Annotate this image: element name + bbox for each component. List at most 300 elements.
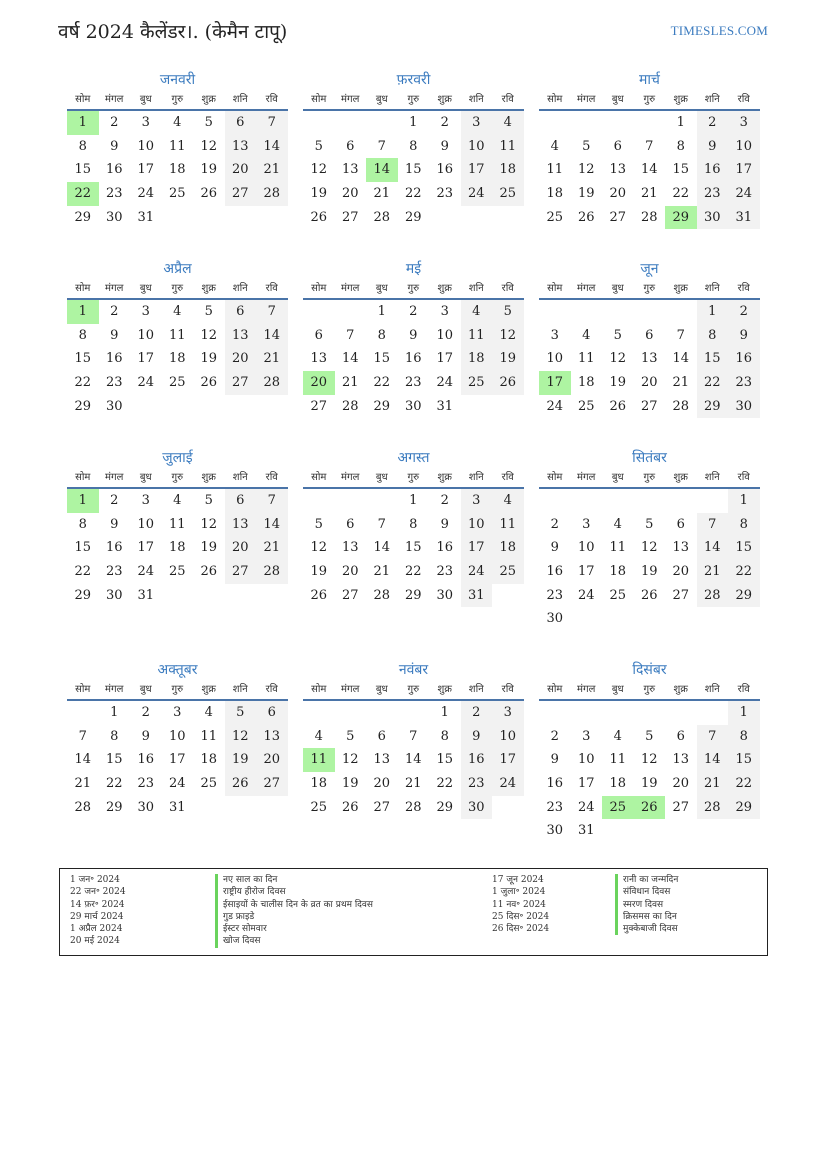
day-cell[interactable]: 23 xyxy=(105,186,123,202)
day-cell[interactable]: 9 xyxy=(440,516,449,532)
day-cell[interactable]: 17 xyxy=(436,351,454,367)
day-cell[interactable]: 3 xyxy=(141,493,150,508)
day-cell[interactable]: 13 xyxy=(225,135,257,159)
day-cell[interactable]: 11 xyxy=(609,540,627,556)
day-cell[interactable]: 8 xyxy=(728,725,760,749)
day-cell[interactable]: 13 xyxy=(256,725,288,749)
day-cell[interactable]: 5 xyxy=(314,138,323,154)
day-cell[interactable]: 10 xyxy=(577,752,595,768)
day-cell[interactable]: 3 xyxy=(550,327,559,343)
day-cell[interactable]: 25 xyxy=(492,182,524,206)
day-cell[interactable]: 1 xyxy=(67,300,99,324)
day-cell[interactable]: 11 xyxy=(546,162,564,178)
day-cell[interactable]: 15 xyxy=(728,748,760,772)
day-cell[interactable]: 11 xyxy=(200,728,218,744)
day-cell[interactable]: 17 xyxy=(577,564,595,580)
day-cell[interactable]: 29 xyxy=(436,799,454,815)
day-cell[interactable]: 12 xyxy=(341,752,359,768)
day-cell[interactable]: 29 xyxy=(74,209,92,225)
day-cell[interactable]: 22 xyxy=(404,186,422,202)
day-cell[interactable]: 27 xyxy=(672,799,690,815)
day-cell[interactable]: 27 xyxy=(310,398,328,414)
day-cell[interactable]: 30 xyxy=(105,398,123,414)
day-cell[interactable]: 1 xyxy=(110,705,119,720)
day-cell[interactable]: 20 xyxy=(373,776,391,792)
day-cell[interactable]: 15 xyxy=(404,540,422,556)
day-cell[interactable]: 1 xyxy=(728,489,760,513)
day-cell[interactable]: 1 xyxy=(67,111,99,135)
day-cell[interactable]: 18 xyxy=(461,347,493,371)
day-cell[interactable]: 6 xyxy=(225,300,257,324)
day-cell[interactable]: 16 xyxy=(546,564,564,580)
day-cell[interactable]: 25 xyxy=(492,560,524,584)
day-cell[interactable]: 2 xyxy=(697,111,729,135)
day-cell[interactable]: 9 xyxy=(697,135,729,159)
day-cell[interactable]: 27 xyxy=(256,772,288,796)
day-cell[interactable]: 9 xyxy=(409,327,418,343)
day-cell[interactable]: 8 xyxy=(440,728,449,744)
day-cell[interactable]: 28 xyxy=(74,799,92,815)
day-cell[interactable]: 27 xyxy=(341,209,359,225)
day-cell[interactable]: 11 xyxy=(168,516,186,532)
day-cell[interactable]: 8 xyxy=(78,138,87,154)
day-cell[interactable]: 27 xyxy=(373,799,391,815)
day-cell[interactable]: 24 xyxy=(436,375,454,391)
day-cell[interactable]: 29 xyxy=(74,398,92,414)
day-cell[interactable]: 3 xyxy=(141,115,150,130)
day-cell[interactable]: 10 xyxy=(137,327,155,343)
day-cell[interactable]: 5 xyxy=(645,516,654,532)
day-cell[interactable]: 17 xyxy=(461,536,493,560)
day-cell[interactable]: 3 xyxy=(582,728,591,744)
day-cell[interactable]: 6 xyxy=(346,138,355,154)
day-cell[interactable]: 21 xyxy=(256,536,288,560)
day-cell[interactable]: 7 xyxy=(256,489,288,513)
day-cell[interactable]: 19 xyxy=(341,776,359,792)
day-cell[interactable]: 26 xyxy=(200,186,218,202)
day-cell[interactable]: 1 xyxy=(697,300,729,324)
day-cell[interactable]: 19 xyxy=(609,375,627,391)
day-cell[interactable]: 17 xyxy=(137,162,155,178)
day-cell[interactable]: 12 xyxy=(609,351,627,367)
day-cell[interactable]: 26 xyxy=(310,587,328,603)
day-cell[interactable]: 29 xyxy=(665,206,697,230)
day-cell[interactable]: 24 xyxy=(546,398,564,414)
day-cell[interactable]: 15 xyxy=(74,540,92,556)
day-cell[interactable]: 21 xyxy=(404,776,422,792)
day-cell[interactable]: 21 xyxy=(373,564,391,580)
day-cell[interactable]: 24 xyxy=(492,772,524,796)
day-cell[interactable]: 9 xyxy=(110,327,119,343)
day-cell[interactable]: 21 xyxy=(256,158,288,182)
day-cell[interactable]: 1 xyxy=(728,701,760,725)
day-cell[interactable]: 28 xyxy=(373,587,391,603)
day-cell[interactable]: 9 xyxy=(440,138,449,154)
day-cell[interactable]: 14 xyxy=(640,162,658,178)
day-cell[interactable]: 13 xyxy=(341,162,359,178)
day-cell[interactable]: 28 xyxy=(256,560,288,584)
day-cell[interactable]: 30 xyxy=(546,611,564,627)
day-cell[interactable]: 1 xyxy=(67,489,99,513)
day-cell[interactable]: 30 xyxy=(105,587,123,603)
day-cell[interactable]: 23 xyxy=(461,772,493,796)
day-cell[interactable]: 17 xyxy=(577,776,595,792)
day-cell[interactable]: 15 xyxy=(74,162,92,178)
day-cell[interactable]: 20 xyxy=(640,375,658,391)
day-cell[interactable]: 25 xyxy=(200,776,218,792)
day-cell[interactable]: 13 xyxy=(225,513,257,537)
day-cell[interactable]: 15 xyxy=(672,162,690,178)
day-cell[interactable]: 20 xyxy=(672,564,690,580)
day-cell[interactable]: 25 xyxy=(168,375,186,391)
day-cell[interactable]: 10 xyxy=(436,327,454,343)
day-cell[interactable]: 14 xyxy=(404,752,422,768)
day-cell[interactable]: 18 xyxy=(546,186,564,202)
day-cell[interactable]: 13 xyxy=(310,351,328,367)
day-cell[interactable]: 31 xyxy=(728,206,760,230)
day-cell[interactable]: 23 xyxy=(546,587,564,603)
day-cell[interactable]: 5 xyxy=(314,516,323,532)
day-cell[interactable]: 29 xyxy=(404,209,422,225)
day-cell[interactable]: 5 xyxy=(225,701,257,725)
day-cell[interactable]: 30 xyxy=(697,206,729,230)
day-cell[interactable]: 13 xyxy=(672,752,690,768)
day-cell[interactable]: 17 xyxy=(168,752,186,768)
day-cell[interactable]: 27 xyxy=(672,587,690,603)
day-cell[interactable]: 22 xyxy=(74,375,92,391)
day-cell[interactable]: 23 xyxy=(546,799,564,815)
day-cell[interactable]: 6 xyxy=(225,489,257,513)
day-cell[interactable]: 6 xyxy=(645,327,654,343)
day-cell[interactable]: 2 xyxy=(409,304,418,319)
day-cell[interactable]: 2 xyxy=(110,304,119,319)
day-cell[interactable]: 30 xyxy=(461,796,493,820)
day-cell[interactable]: 2 xyxy=(440,115,449,130)
day-cell[interactable]: 27 xyxy=(225,371,257,395)
day-cell[interactable]: 31 xyxy=(137,209,155,225)
day-cell[interactable]: 9 xyxy=(110,516,119,532)
day-cell[interactable]: 27 xyxy=(640,398,658,414)
day-cell[interactable]: 16 xyxy=(404,351,422,367)
day-cell[interactable]: 4 xyxy=(314,728,323,744)
day-cell[interactable]: 15 xyxy=(697,347,729,371)
day-cell[interactable]: 22 xyxy=(404,564,422,580)
day-cell[interactable]: 3 xyxy=(461,489,493,513)
day-cell[interactable]: 18 xyxy=(310,776,328,792)
day-cell[interactable]: 3 xyxy=(728,111,760,135)
day-cell[interactable]: 19 xyxy=(200,351,218,367)
day-cell[interactable]: 25 xyxy=(602,796,634,820)
day-cell[interactable]: 2 xyxy=(550,516,559,532)
day-cell[interactable]: 12 xyxy=(492,324,524,348)
day-cell[interactable]: 15 xyxy=(728,536,760,560)
day-cell[interactable]: 13 xyxy=(373,752,391,768)
day-cell[interactable]: 9 xyxy=(550,752,559,768)
day-cell[interactable]: 4 xyxy=(550,138,559,154)
day-cell[interactable]: 24 xyxy=(137,186,155,202)
day-cell[interactable]: 14 xyxy=(366,158,398,182)
day-cell[interactable]: 17 xyxy=(461,158,493,182)
day-cell[interactable]: 2 xyxy=(728,300,760,324)
day-cell[interactable]: 10 xyxy=(168,728,186,744)
day-cell[interactable]: 4 xyxy=(173,115,182,130)
day-cell[interactable]: 15 xyxy=(105,752,123,768)
day-cell[interactable]: 12 xyxy=(200,327,218,343)
day-cell[interactable]: 28 xyxy=(672,398,690,414)
day-cell[interactable]: 18 xyxy=(168,162,186,178)
day-cell[interactable]: 24 xyxy=(577,587,595,603)
day-cell[interactable]: 5 xyxy=(346,728,355,744)
day-cell[interactable]: 8 xyxy=(728,513,760,537)
day-cell[interactable]: 21 xyxy=(373,186,391,202)
day-cell[interactable]: 6 xyxy=(377,728,386,744)
day-cell[interactable]: 22 xyxy=(697,371,729,395)
day-cell[interactable]: 22 xyxy=(672,186,690,202)
day-cell[interactable]: 15 xyxy=(373,351,391,367)
day-cell[interactable]: 11 xyxy=(492,513,524,537)
day-cell[interactable]: 30 xyxy=(436,587,454,603)
day-cell[interactable]: 22 xyxy=(373,375,391,391)
day-cell[interactable]: 10 xyxy=(492,725,524,749)
day-cell[interactable]: 5 xyxy=(204,493,213,508)
day-cell[interactable]: 22 xyxy=(105,776,123,792)
day-cell[interactable]: 31 xyxy=(461,584,493,608)
day-cell[interactable]: 3 xyxy=(461,111,493,135)
day-cell[interactable]: 17 xyxy=(728,158,760,182)
day-cell[interactable]: 26 xyxy=(634,796,666,820)
day-cell[interactable]: 30 xyxy=(105,209,123,225)
day-cell[interactable]: 11 xyxy=(303,748,335,772)
day-cell[interactable]: 24 xyxy=(577,799,595,815)
day-cell[interactable]: 7 xyxy=(645,138,654,154)
day-cell[interactable]: 21 xyxy=(640,186,658,202)
day-cell[interactable]: 31 xyxy=(577,823,595,839)
day-cell[interactable]: 21 xyxy=(697,560,729,584)
day-cell[interactable]: 17 xyxy=(492,748,524,772)
day-cell[interactable]: 16 xyxy=(728,347,760,371)
day-cell[interactable]: 28 xyxy=(640,209,658,225)
day-cell[interactable]: 26 xyxy=(577,209,595,225)
brand-logo-text[interactable]: TIMESLES.COM xyxy=(670,23,768,38)
day-cell[interactable]: 14 xyxy=(256,513,288,537)
day-cell[interactable]: 12 xyxy=(640,752,658,768)
day-cell[interactable]: 12 xyxy=(225,725,257,749)
day-cell[interactable]: 10 xyxy=(546,351,564,367)
day-cell[interactable]: 1 xyxy=(676,115,685,130)
day-cell[interactable]: 23 xyxy=(105,564,123,580)
day-cell[interactable]: 27 xyxy=(609,209,627,225)
day-cell[interactable]: 20 xyxy=(609,186,627,202)
day-cell[interactable]: 14 xyxy=(256,324,288,348)
day-cell[interactable]: 8 xyxy=(409,516,418,532)
day-cell[interactable]: 19 xyxy=(310,564,328,580)
day-cell[interactable]: 10 xyxy=(461,135,493,159)
day-cell[interactable]: 20 xyxy=(341,186,359,202)
day-cell[interactable]: 25 xyxy=(546,209,564,225)
day-cell[interactable]: 6 xyxy=(314,327,323,343)
day-cell[interactable]: 4 xyxy=(204,705,213,720)
day-cell[interactable]: 31 xyxy=(436,398,454,414)
day-cell[interactable]: 24 xyxy=(137,564,155,580)
day-cell[interactable]: 25 xyxy=(609,587,627,603)
day-cell[interactable]: 16 xyxy=(461,748,493,772)
day-cell[interactable]: 5 xyxy=(582,138,591,154)
day-cell[interactable]: 29 xyxy=(74,587,92,603)
day-cell[interactable]: 7 xyxy=(256,300,288,324)
day-cell[interactable]: 22 xyxy=(436,776,454,792)
day-cell[interactable]: 19 xyxy=(577,186,595,202)
day-cell[interactable]: 3 xyxy=(492,701,524,725)
day-cell[interactable]: 31 xyxy=(168,799,186,815)
day-cell[interactable]: 23 xyxy=(436,186,454,202)
day-cell[interactable]: 4 xyxy=(582,327,591,343)
day-cell[interactable]: 24 xyxy=(728,182,760,206)
day-cell[interactable]: 14 xyxy=(697,536,729,560)
day-cell[interactable]: 18 xyxy=(492,536,524,560)
day-cell[interactable]: 8 xyxy=(377,327,386,343)
day-cell[interactable]: 7 xyxy=(377,138,386,154)
day-cell[interactable]: 28 xyxy=(404,799,422,815)
day-cell[interactable]: 10 xyxy=(137,516,155,532)
day-cell[interactable]: 18 xyxy=(200,752,218,768)
day-cell[interactable]: 15 xyxy=(74,351,92,367)
day-cell[interactable]: 3 xyxy=(440,304,449,319)
day-cell[interactable]: 8 xyxy=(676,138,685,154)
day-cell[interactable]: 13 xyxy=(672,540,690,556)
day-cell[interactable]: 2 xyxy=(550,728,559,744)
day-cell[interactable]: 26 xyxy=(640,587,658,603)
day-cell[interactable]: 1 xyxy=(409,493,418,508)
day-cell[interactable]: 25 xyxy=(577,398,595,414)
day-cell[interactable]: 26 xyxy=(200,564,218,580)
day-cell[interactable]: 19 xyxy=(225,748,257,772)
day-cell[interactable]: 6 xyxy=(346,516,355,532)
day-cell[interactable]: 16 xyxy=(105,162,123,178)
day-cell[interactable]: 23 xyxy=(404,375,422,391)
day-cell[interactable]: 24 xyxy=(168,776,186,792)
day-cell[interactable]: 19 xyxy=(310,186,328,202)
day-cell[interactable]: 12 xyxy=(200,138,218,154)
day-cell[interactable]: 6 xyxy=(225,111,257,135)
day-cell[interactable]: 26 xyxy=(609,398,627,414)
day-cell[interactable]: 20 xyxy=(341,564,359,580)
day-cell[interactable]: 11 xyxy=(168,327,186,343)
day-cell[interactable]: 14 xyxy=(697,748,729,772)
day-cell[interactable]: 5 xyxy=(204,304,213,319)
day-cell[interactable]: 11 xyxy=(609,752,627,768)
day-cell[interactable]: 27 xyxy=(341,587,359,603)
day-cell[interactable]: 23 xyxy=(728,371,760,395)
day-cell[interactable]: 26 xyxy=(200,375,218,391)
day-cell[interactable]: 11 xyxy=(492,135,524,159)
day-cell[interactable]: 16 xyxy=(105,540,123,556)
day-cell[interactable]: 18 xyxy=(168,351,186,367)
day-cell[interactable]: 14 xyxy=(256,135,288,159)
day-cell[interactable]: 10 xyxy=(728,135,760,159)
day-cell[interactable]: 19 xyxy=(640,776,658,792)
day-cell[interactable]: 28 xyxy=(256,371,288,395)
day-cell[interactable]: 25 xyxy=(310,799,328,815)
day-cell[interactable]: 18 xyxy=(609,776,627,792)
day-cell[interactable]: 23 xyxy=(436,564,454,580)
day-cell[interactable]: 2 xyxy=(461,701,493,725)
day-cell[interactable]: 20 xyxy=(672,776,690,792)
day-cell[interactable]: 15 xyxy=(404,162,422,178)
day-cell[interactable]: 28 xyxy=(697,796,729,820)
day-cell[interactable]: 5 xyxy=(645,728,654,744)
day-cell[interactable]: 4 xyxy=(492,111,524,135)
day-cell[interactable]: 16 xyxy=(697,158,729,182)
day-cell[interactable]: 26 xyxy=(341,799,359,815)
day-cell[interactable]: 9 xyxy=(728,324,760,348)
day-cell[interactable]: 12 xyxy=(640,540,658,556)
day-cell[interactable]: 13 xyxy=(225,324,257,348)
day-cell[interactable]: 29 xyxy=(373,398,391,414)
day-cell[interactable]: 12 xyxy=(200,516,218,532)
day-cell[interactable]: 23 xyxy=(137,776,155,792)
day-cell[interactable]: 7 xyxy=(676,327,685,343)
day-cell[interactable]: 8 xyxy=(409,138,418,154)
day-cell[interactable]: 5 xyxy=(492,300,524,324)
day-cell[interactable]: 13 xyxy=(640,351,658,367)
day-cell[interactable]: 21 xyxy=(672,375,690,391)
day-cell[interactable]: 11 xyxy=(577,351,595,367)
day-cell[interactable]: 1 xyxy=(440,705,449,720)
day-cell[interactable]: 21 xyxy=(341,375,359,391)
day-cell[interactable]: 17 xyxy=(137,351,155,367)
day-cell[interactable]: 26 xyxy=(310,209,328,225)
day-cell[interactable]: 18 xyxy=(609,564,627,580)
day-cell[interactable]: 1 xyxy=(409,115,418,130)
day-cell[interactable]: 23 xyxy=(105,375,123,391)
day-cell[interactable]: 2 xyxy=(141,705,150,720)
day-cell[interactable]: 3 xyxy=(141,304,150,319)
day-cell[interactable]: 22 xyxy=(74,564,92,580)
day-cell[interactable]: 19 xyxy=(200,162,218,178)
day-cell[interactable]: 28 xyxy=(341,398,359,414)
day-cell[interactable]: 20 xyxy=(225,536,257,560)
day-cell[interactable]: 28 xyxy=(373,209,391,225)
day-cell[interactable]: 10 xyxy=(461,513,493,537)
day-cell[interactable]: 4 xyxy=(492,489,524,513)
day-cell[interactable]: 19 xyxy=(200,540,218,556)
day-cell[interactable]: 26 xyxy=(225,772,257,796)
day-cell[interactable]: 21 xyxy=(74,776,92,792)
day-cell[interactable]: 21 xyxy=(256,347,288,371)
day-cell[interactable]: 7 xyxy=(697,513,729,537)
day-cell[interactable]: 9 xyxy=(550,540,559,556)
day-cell[interactable]: 16 xyxy=(137,752,155,768)
day-cell[interactable]: 21 xyxy=(697,772,729,796)
day-cell[interactable]: 14 xyxy=(672,351,690,367)
day-cell[interactable]: 30 xyxy=(546,823,564,839)
day-cell[interactable]: 25 xyxy=(168,186,186,202)
day-cell[interactable]: 29 xyxy=(728,584,760,608)
day-cell[interactable]: 6 xyxy=(676,728,685,744)
day-cell[interactable]: 28 xyxy=(256,182,288,206)
day-cell[interactable]: 6 xyxy=(256,701,288,725)
day-cell[interactable]: 6 xyxy=(676,516,685,532)
day-cell[interactable]: 24 xyxy=(461,182,493,206)
day-cell[interactable]: 22 xyxy=(728,772,760,796)
day-cell[interactable]: 4 xyxy=(173,493,182,508)
day-cell[interactable]: 19 xyxy=(640,564,658,580)
day-cell[interactable]: 13 xyxy=(341,540,359,556)
day-cell[interactable]: 30 xyxy=(137,799,155,815)
day-cell[interactable]: 6 xyxy=(613,138,622,154)
day-cell[interactable]: 10 xyxy=(137,138,155,154)
day-cell[interactable]: 5 xyxy=(204,115,213,130)
